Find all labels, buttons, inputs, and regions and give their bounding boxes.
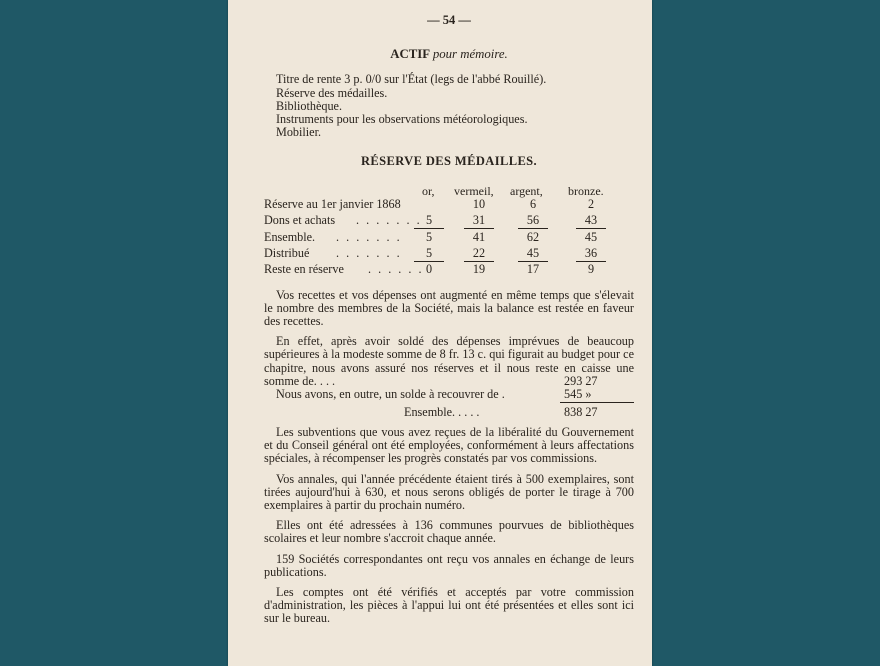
ledger-rule-wrap bbox=[264, 401, 634, 404]
sum-rule bbox=[414, 228, 444, 229]
actif-item: Mobilier. bbox=[276, 125, 322, 140]
column-header-or: or, bbox=[422, 183, 435, 198]
page-number: — 54 — bbox=[427, 13, 471, 27]
cell-or: 0 bbox=[425, 261, 433, 276]
table-row bbox=[264, 263, 634, 276]
cell-argent: 45 bbox=[526, 245, 540, 260]
actif-item: Réserve des médailles. bbox=[276, 85, 388, 100]
page-content bbox=[264, 14, 634, 626]
cell-vermeil: 31 bbox=[472, 212, 486, 227]
cell-vermeil: 22 bbox=[472, 245, 486, 260]
paragraph: Vos recettes et vos dépenses ont augmenté en même temps que s'élevait le nombre des membres de la Société, mais la balance est restée en faveur des recettes. bbox=[264, 287, 634, 329]
paragraph-text: En effet, après avoir soldé des dépenses imprévues de beaucoup supérieures à la modeste somme de 8 fr. 13 c. qui figurait au budget pour ce chapitre, nous avons assuré nos réserves et il nous reste en caisse une somme de. . . . bbox=[264, 334, 634, 388]
paragraph: Elles ont été adressées à 136 communes pourvues de bibliothèques scolaires et leur nombre s'accroit chaque année. bbox=[264, 518, 634, 546]
cell-bronze: 36 bbox=[584, 245, 598, 260]
table-row bbox=[264, 214, 634, 227]
ledger-line bbox=[264, 406, 634, 419]
actif-item: Bibliothèque. bbox=[276, 98, 343, 113]
cell-or: 5 bbox=[425, 245, 433, 260]
cell-argent: 56 bbox=[526, 212, 540, 227]
leader-dots: . . . . . . bbox=[368, 262, 424, 276]
actif-item: Titre de rente 3 p. 0/0 sur l'État (legs de l'abbé Rouillé). bbox=[276, 72, 547, 87]
ledger-amount: 545 » bbox=[564, 387, 592, 402]
sum-rule bbox=[518, 228, 548, 229]
leader-dots: . . . . . . . bbox=[336, 246, 402, 260]
actif-list bbox=[264, 73, 634, 139]
row-label: Ensemble. bbox=[264, 229, 316, 244]
actif-item: Instruments pour les observations météorologiques. bbox=[276, 112, 528, 127]
cell-or: 5 bbox=[425, 229, 433, 244]
cell-bronze: 43 bbox=[584, 212, 598, 227]
actif-title bbox=[264, 48, 634, 61]
ledger-text: Nous avons, en outre, un solde à recouvrer de . bbox=[276, 387, 505, 402]
document-page bbox=[228, 0, 652, 666]
cell-or: 5 bbox=[425, 212, 433, 227]
leader-dots: . . . . . . . bbox=[356, 213, 422, 227]
cell-argent: 62 bbox=[526, 229, 540, 244]
paragraph: 159 Sociétés correspondantes ont reçu vos annales en échange de leurs publications. bbox=[264, 551, 634, 579]
actif-title-sub: pour mémoire. bbox=[432, 47, 508, 62]
row-label: Réserve au 1er janvier 1868 bbox=[264, 196, 401, 211]
row-label: Distribué bbox=[264, 245, 310, 260]
ledger-line bbox=[264, 388, 634, 401]
paragraph: Vos annales, qui l'année précédente étaient tirés à 500 exemplaires, sont tirées aujourd'hui à 630, et nous serons obligés de porter le tirage à 700 exemplaires à partir du prochain numéro. bbox=[264, 471, 634, 513]
sum-rule bbox=[576, 228, 606, 229]
sum-rule bbox=[464, 228, 494, 229]
table-row bbox=[264, 231, 634, 244]
row-label: Reste en réserve bbox=[264, 261, 344, 276]
ledger-amount: 293 27 bbox=[564, 374, 598, 389]
column-header-vermeil: vermeil, bbox=[454, 183, 494, 198]
reserve-title: RÉSERVE DES MÉDAILLES. bbox=[360, 154, 538, 169]
total-amount: 838 27 bbox=[564, 405, 598, 420]
cell-argent: 6 bbox=[529, 196, 537, 211]
cell-vermeil: 41 bbox=[472, 229, 486, 244]
table-row bbox=[264, 198, 634, 211]
leader-dots: . . . . . . . bbox=[336, 230, 402, 244]
paragraph: Les subventions que vous avez reçues de la libéralité du Gouvernement et du Conseil général ont été employées, conformément à leurs affectations spéciales, à récompenser les progrès constatés par vos commissions. bbox=[264, 425, 634, 466]
cell-vermeil: 19 bbox=[472, 261, 486, 276]
paragraph: Les comptes ont été vérifiés et acceptés par votre commission d'administration, les pièces à l'appui lui ont été présentées et elles sont ici sur le bureau. bbox=[264, 585, 634, 626]
sum-rule bbox=[560, 402, 634, 403]
column-header-argent: argent, bbox=[510, 183, 543, 198]
medal-table bbox=[264, 183, 634, 276]
row-label: Dons et achats bbox=[264, 212, 336, 227]
table-row bbox=[264, 247, 634, 260]
cell-bronze: 45 bbox=[584, 229, 598, 244]
total-label: Ensemble. . . . . bbox=[404, 405, 480, 420]
cell-argent: 17 bbox=[526, 261, 540, 276]
cell-bronze: 2 bbox=[587, 196, 595, 211]
cell-bronze: 9 bbox=[587, 261, 595, 276]
actif-title-main: ACTIF bbox=[390, 47, 430, 62]
cell-vermeil: 10 bbox=[472, 196, 486, 211]
column-header-bronze: bronze. bbox=[568, 183, 604, 198]
